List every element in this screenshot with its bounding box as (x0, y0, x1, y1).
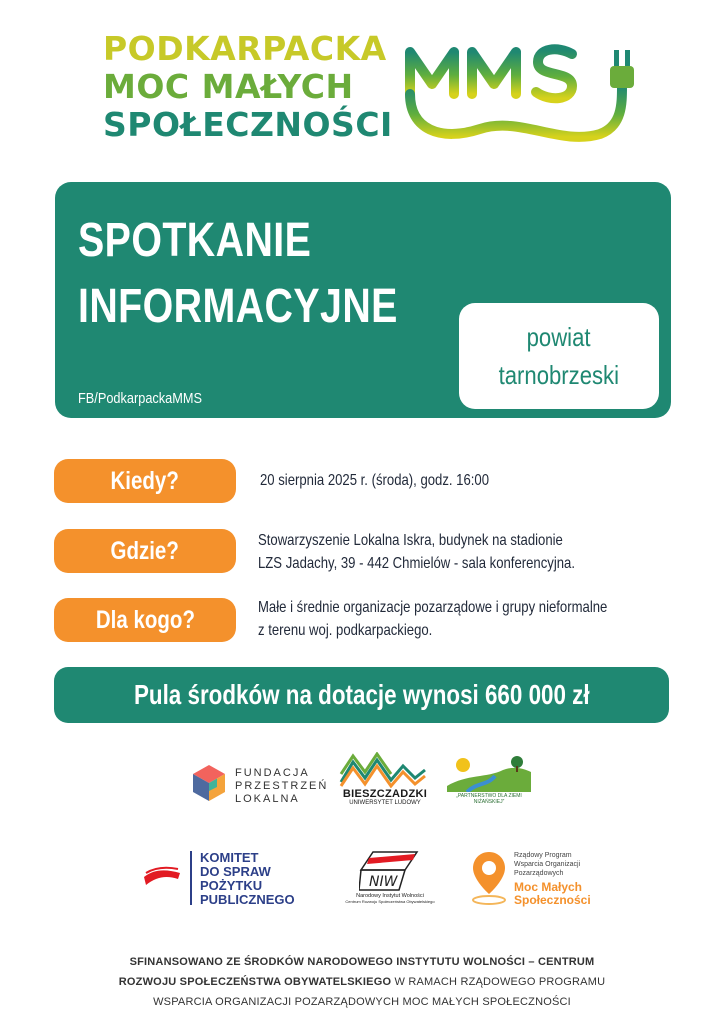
who-label: Dla kogo? (95, 605, 195, 634)
bieszczadzki-line-1: BIESZCZADZKI (342, 788, 428, 800)
komitet-logo-text (200, 851, 295, 907)
funds-text: Pula środków na dotacje wynosi 660 000 zł (133, 679, 590, 710)
polish-flag-icon (142, 865, 182, 889)
where-line-1: Stowarzyszenie Lokalna Iskra, budynek na stadionie (258, 532, 563, 549)
niw-mark-text: NIW (369, 874, 398, 890)
rp-line-2: Wsparcia Organizacji (514, 861, 581, 868)
facebook-handle: FB/PodkarpackaMMS (78, 390, 203, 407)
funds-banner (54, 667, 669, 723)
rp-line-3: Pozarządowych (514, 870, 564, 877)
event-title-line-2: INFORMACYJNE (78, 280, 398, 333)
where-line-2: LZS Jadachy, 39 - 442 Chmielów - sala konferencyjna. (258, 555, 575, 572)
where-label: Gdzie? (110, 536, 180, 565)
when-label: Kiedy? (110, 466, 180, 495)
mms-plug-logo (400, 34, 650, 154)
footer-line-2: W RAMACH RZĄDOWEGO PROGRAMU (391, 976, 606, 988)
rzadowy-program-text (514, 851, 591, 907)
bieszczadzki-mountains-icon (339, 752, 427, 788)
partnerstwo-caption: „PARTNERSTWO DLA ZIEMI NIŻAŃSKIEJ” (456, 793, 522, 805)
niw-line-1: Narodowy Instytut Wolności (356, 893, 424, 899)
partnerstwo-landscape-icon (447, 752, 531, 792)
rp-line-5: Społeczności (514, 893, 591, 907)
niw-logo-text (345, 893, 435, 904)
niw-logo-mark (359, 848, 419, 892)
komitet-line-4: PUBLICZNEGO (200, 892, 295, 907)
bieszczadzki-line-2: UNIWERSYTET LUDOWY (349, 800, 421, 806)
footer-line-2-bold: ROZWOJU SPOŁECZEŃSTWA OBYWATELSKIEGO (118, 976, 392, 988)
brand-line-3: SPOŁECZNOŚCI (103, 105, 393, 144)
county-line-2: tarnobrzeski (498, 360, 620, 390)
when-pill (54, 459, 236, 503)
brand-line-1: PODKARPACKA (103, 29, 387, 68)
fundacja-line-2: PRZESTRZEŃ (235, 780, 329, 792)
who-text (258, 596, 607, 642)
komitet-divider (190, 851, 192, 905)
event-title (78, 208, 398, 340)
where-pill (54, 529, 236, 573)
rp-line-1: Rządowy Program (514, 852, 572, 859)
plug-body (610, 66, 634, 88)
when-text: 20 sierpnia 2025 r. (środa), godz. 16:00 (260, 472, 490, 489)
footer-line-3: WSPARCIA ORGANIZACJI POZARZĄDOWYCH MOC MAŁYCH SPOŁECZNOŚCI (153, 996, 571, 1008)
brand-line-2: MOC MAŁYCH (103, 67, 354, 106)
fundacja-line-3: LOKALNA (235, 793, 300, 805)
who-line-2: z terenu woj. podkarpackiego. (258, 622, 433, 639)
funding-footer (62, 952, 662, 1012)
fundacja-cube-icon (190, 763, 228, 803)
mms-logo-text: MMS (400, 34, 403, 35)
location-pin-icon (470, 850, 508, 906)
komitet-line-2: DO SPRAW (200, 864, 271, 879)
where-text (258, 529, 575, 575)
footer-line-1: SFINANSOWANO ZE ŚRODKÓW NARODOWEGO INSTYTUTU WOLNOŚCI – CENTRUM (129, 956, 595, 968)
niw-line-2: Centrum Rozwoju Społeczeństwa Obywatelskiego (345, 899, 435, 904)
who-pill (54, 598, 236, 642)
bieszczadzki-logo-text (337, 788, 433, 806)
brand-wordmark (103, 29, 393, 144)
rp-line-4: Moc Małych (514, 880, 583, 894)
komitet-line-3: POŻYTKU (200, 878, 263, 893)
who-line-1: Małe i średnie organizacje pozarządowe i grupy nieformalne (258, 599, 608, 616)
fundacja-line-1: FUNDACJA (235, 767, 310, 779)
county-line-1: powiat (527, 322, 591, 352)
komitet-line-1: KOMITET (200, 850, 259, 865)
county-badge (459, 303, 659, 409)
fundacja-logo-text (235, 767, 328, 806)
event-title-line-1: SPOTKANIE (78, 214, 312, 267)
